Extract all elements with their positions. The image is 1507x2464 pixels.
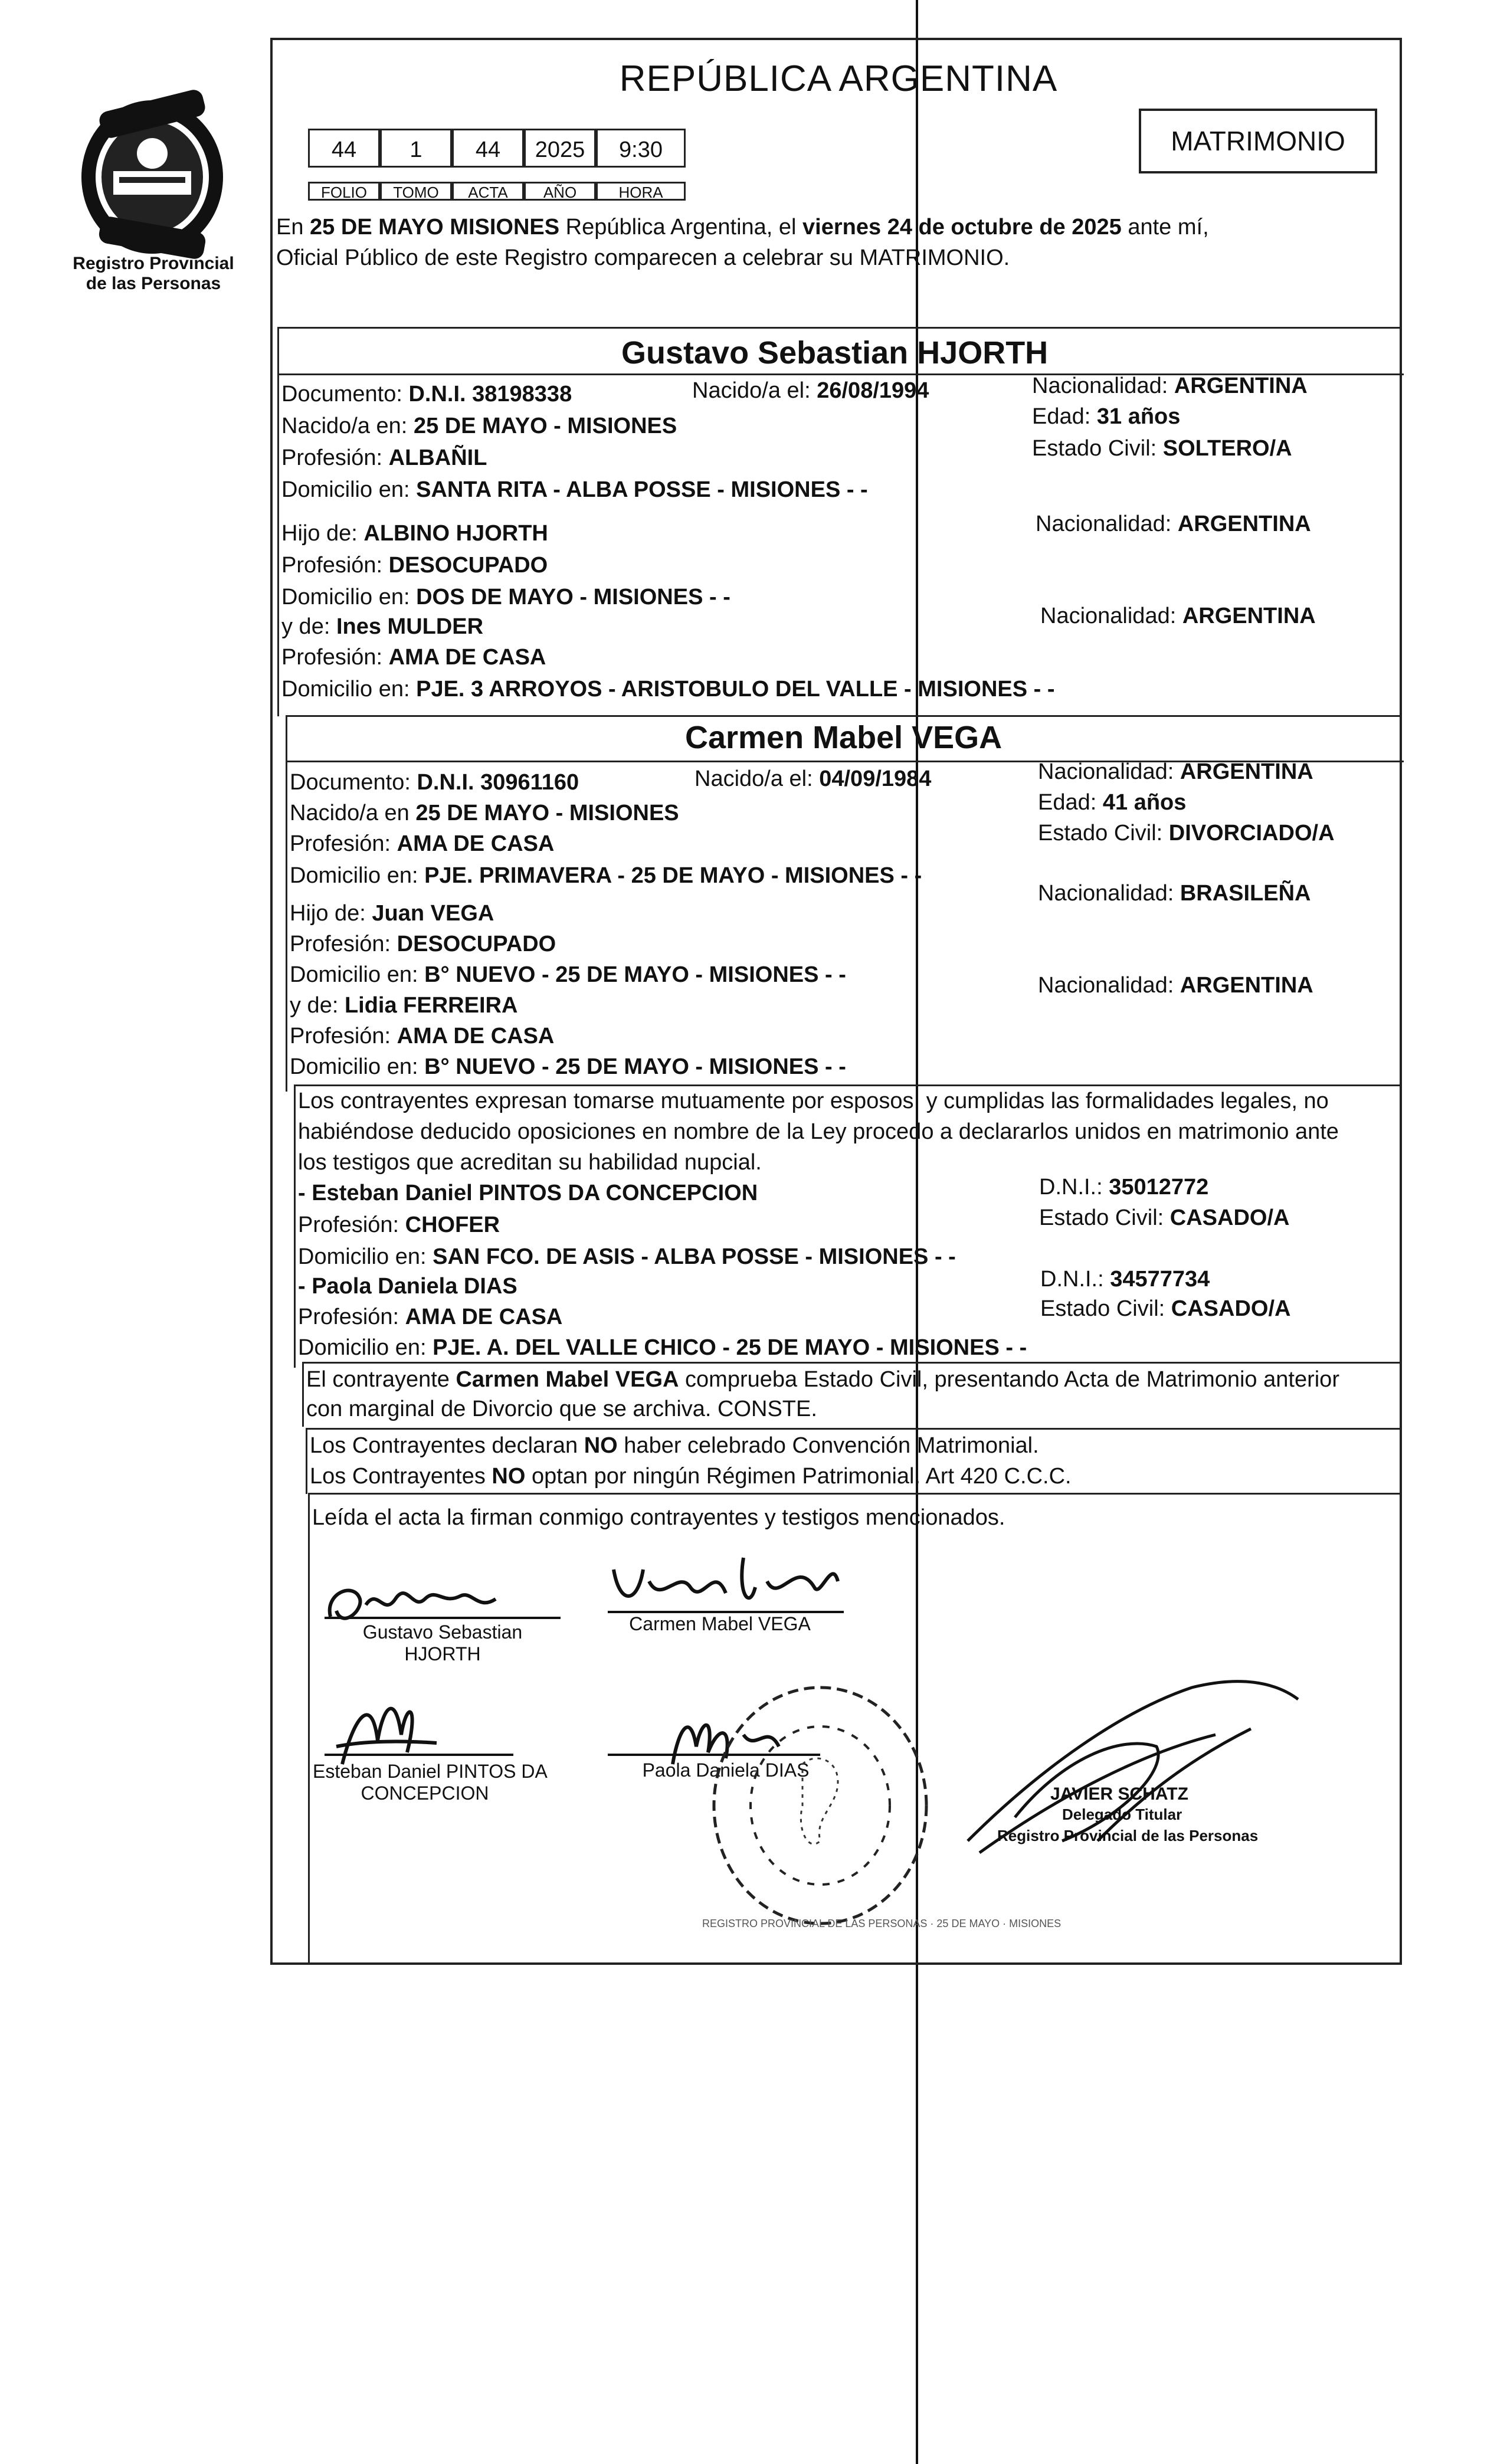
bride-father-address: B° NUEVO - 25 DE MAYO - MISIONES - - bbox=[424, 962, 846, 987]
label: y de: bbox=[290, 993, 339, 1018]
record-labels bbox=[308, 182, 686, 201]
intro-date: viernes 24 de octubre de 2025 bbox=[802, 215, 1122, 240]
label: Nacido/a el: bbox=[692, 378, 811, 403]
label: Profesión: bbox=[281, 645, 383, 670]
label: Estado Civil: bbox=[1039, 1205, 1164, 1230]
bride-nationality: ARGENTINA bbox=[1180, 759, 1313, 784]
witness2-civil-status: CASADO/A bbox=[1171, 1296, 1291, 1321]
groom-father bbox=[281, 521, 548, 546]
hour-label: HORA bbox=[596, 182, 686, 201]
groom-age-value: 31 años bbox=[1096, 404, 1181, 429]
label: Domicilio en: bbox=[290, 962, 418, 987]
declaration-line3: los testigos que acreditan su habilidad nupcial. bbox=[298, 1150, 762, 1175]
officer-title: Delegado Titular bbox=[1062, 1806, 1182, 1823]
groom-dni: D.N.I. 38198338 bbox=[408, 382, 572, 407]
provincial-seal-icon bbox=[64, 89, 241, 266]
witness1-dni-value: 35012772 bbox=[1109, 1175, 1209, 1200]
label: Estado Civil: bbox=[1040, 1296, 1165, 1321]
groom-civil-status: SOLTERO/A bbox=[1162, 436, 1292, 461]
bride-birthdate: 04/09/1984 bbox=[819, 766, 932, 791]
declaration-section bbox=[294, 1084, 1402, 1368]
intro-place: 25 DE MAYO MISIONES bbox=[310, 215, 560, 240]
label: Profesión: bbox=[298, 1305, 399, 1329]
witness1-name: - Esteban Daniel PINTOS DA CONCEPCION bbox=[298, 1181, 758, 1205]
label: Profesión: bbox=[290, 1024, 391, 1048]
bride-name: Carmen Mabel VEGA bbox=[685, 720, 1003, 755]
label: y de: bbox=[281, 614, 330, 639]
divorce-line2: con marginal de Divorcio que se archiva. CONSTE. bbox=[306, 1397, 817, 1421]
intro-line1 bbox=[276, 215, 1209, 240]
groom-prof bbox=[281, 445, 487, 471]
witness2-name: - Paola Daniela DIAS bbox=[298, 1274, 517, 1299]
registry-stamp-text: REGISTRO PROVINCIAL DE LAS PERSONAS · 25 DE MAYO · MISIONES bbox=[702, 1918, 1062, 1929]
label: Domicilio en: bbox=[281, 585, 410, 610]
conv-text-a: Los Contrayentes declaran bbox=[310, 1433, 578, 1458]
groom-doc bbox=[281, 382, 572, 407]
label: Nacido/a el: bbox=[694, 766, 813, 791]
witness2-prof bbox=[298, 1305, 562, 1330]
hour-value: 9:30 bbox=[596, 129, 686, 168]
label: Domicilio en: bbox=[290, 1054, 418, 1079]
conv-no: NO bbox=[584, 1433, 618, 1458]
acta-value: 44 bbox=[452, 129, 524, 168]
groom-name: Gustavo Sebastian HJORTH bbox=[621, 335, 1049, 371]
groom-father-name: ALBINO HJORTH bbox=[363, 521, 548, 546]
year-value: 2025 bbox=[524, 129, 596, 168]
bride-signature-icon bbox=[602, 1546, 850, 1623]
bride-born bbox=[694, 766, 931, 792]
bride-mother-profession: AMA DE CASA bbox=[397, 1024, 555, 1048]
bride-dni: D.N.I. 30961160 bbox=[417, 770, 579, 795]
bride-dom bbox=[290, 863, 922, 889]
witness1-prof bbox=[298, 1213, 500, 1238]
label: Domicilio en: bbox=[298, 1335, 427, 1360]
bride-father-nationality: BRASILEÑA bbox=[1180, 881, 1311, 906]
groom-signature-label bbox=[354, 1621, 531, 1665]
convention-line bbox=[310, 1433, 1039, 1459]
label: Documento: bbox=[281, 382, 402, 407]
divorce-text-b: comprueba Estado Civil, presentando Acta de Matrimonio anterior bbox=[685, 1367, 1339, 1392]
groom-mother bbox=[281, 614, 483, 640]
divorce-text-a: El contrayente bbox=[306, 1367, 450, 1392]
groom-civil bbox=[1032, 436, 1292, 461]
bride-mother bbox=[290, 993, 517, 1018]
witness2-dni bbox=[1040, 1267, 1210, 1292]
bride-civil-status: DIVORCIADO/A bbox=[1168, 821, 1335, 846]
label: Nacionalidad: bbox=[1036, 512, 1172, 536]
country-title: REPÚBLICA ARGENTINA bbox=[619, 58, 1058, 99]
groom-born bbox=[692, 378, 929, 404]
label: Nacido/a en bbox=[290, 801, 409, 825]
bride-place bbox=[290, 801, 679, 826]
folio-label: FOLIO bbox=[308, 182, 380, 201]
bride-father-name: Juan VEGA bbox=[372, 901, 494, 926]
groom-mother-nat bbox=[1040, 604, 1316, 629]
label: Documento: bbox=[290, 770, 411, 795]
label: Nacionalidad: bbox=[1032, 373, 1168, 398]
label: Profesión: bbox=[290, 932, 391, 956]
label: Nacionalidad: bbox=[1038, 881, 1174, 906]
closing-statement: Leída el acta la firman conmigo contrayentes y testigos mencionados. bbox=[312, 1505, 1005, 1530]
witness1-civil-status: CASADO/A bbox=[1169, 1205, 1290, 1230]
act-type-box: MATRIMONIO bbox=[1139, 109, 1377, 173]
groom-dom bbox=[281, 477, 868, 503]
witness1-signature-label bbox=[313, 1761, 548, 1804]
divorce-note bbox=[302, 1362, 1402, 1427]
bride-father-nat bbox=[1038, 881, 1311, 906]
label: Nacionalidad: bbox=[1038, 759, 1174, 784]
officer-name: JAVIER SCHATZ bbox=[1050, 1784, 1188, 1804]
label: D.N.I.: bbox=[1039, 1175, 1103, 1200]
registry-stamp-icon bbox=[696, 1676, 1062, 1935]
label: Edad: bbox=[1038, 790, 1097, 815]
reg-text-b: optan por ningún Régimen Patrimonial. Art 420 C.C.C. bbox=[531, 1464, 1072, 1489]
reg-no: NO bbox=[492, 1464, 526, 1489]
groom-age bbox=[1032, 404, 1180, 430]
groom-mother-prof bbox=[281, 645, 546, 670]
label: Domicilio en: bbox=[281, 677, 410, 702]
witness1-dom bbox=[298, 1244, 956, 1270]
bride-father-dom bbox=[290, 962, 846, 988]
label: Nacido/a en: bbox=[281, 414, 408, 438]
label: Estado Civil: bbox=[1038, 821, 1163, 846]
declaration-line2: habiéndose deducido oposiciones en nombre de la Ley procedo a declararlos unidos en matrimonio ante bbox=[298, 1119, 1339, 1144]
intro-text-b: República Argentina, el bbox=[565, 215, 797, 240]
witness2-civil bbox=[1040, 1296, 1290, 1322]
label: Domicilio en: bbox=[290, 863, 418, 888]
bride-mother-dom bbox=[290, 1054, 846, 1080]
bride-mother-nat bbox=[1038, 973, 1313, 998]
groom-signature-line2: HJORTH bbox=[404, 1643, 481, 1664]
divorce-name: Carmen Mabel VEGA bbox=[456, 1367, 679, 1392]
groom-father-nat bbox=[1036, 512, 1311, 537]
registry-logo bbox=[64, 89, 241, 266]
declaration-line1: Los contrayentes expresan tomarse mutuamente por esposos, y cumplidas las formalidades legales, no bbox=[298, 1089, 1329, 1113]
label: Profesión: bbox=[281, 445, 383, 470]
conv-text-b: haber celebrado Convención Matrimonial. bbox=[624, 1433, 1039, 1458]
groom-mother-name: Ines MULDER bbox=[336, 614, 484, 639]
bride-father-prof bbox=[290, 932, 556, 957]
groom-mother-dom bbox=[281, 677, 1055, 702]
witness1-signature-line2: CONCEPCION bbox=[361, 1783, 489, 1804]
label: Profesión: bbox=[290, 831, 391, 856]
label: Hijo de: bbox=[290, 901, 366, 926]
groom-section bbox=[277, 327, 1402, 716]
groom-profession: ALBAÑIL bbox=[388, 445, 487, 470]
regime-line bbox=[310, 1464, 1072, 1489]
divorce-line1 bbox=[306, 1367, 1339, 1392]
groom-address: SANTA RITA - ALBA POSSE - MISIONES - - bbox=[416, 477, 868, 502]
label: Hijo de: bbox=[281, 521, 358, 546]
label: Estado Civil: bbox=[1032, 436, 1157, 461]
bride-age-value: 41 años bbox=[1102, 790, 1187, 815]
bride-nat bbox=[1038, 759, 1313, 785]
groom-birthplace: 25 DE MAYO - MISIONES bbox=[413, 414, 677, 438]
groom-birthdate: 26/08/1994 bbox=[817, 378, 929, 403]
groom-mother-nationality: ARGENTINA bbox=[1182, 604, 1316, 628]
groom-nat bbox=[1032, 373, 1308, 399]
witness1-signature-line1: Esteban Daniel PINTOS DA bbox=[313, 1761, 548, 1782]
registry-name-line1: Registro Provincial bbox=[73, 254, 234, 273]
witness1-address: SAN FCO. DE ASIS - ALBA POSSE - MISIONES - - bbox=[433, 1244, 956, 1269]
intro-line2: Oficial Público de este Registro comparecen a celebrar su MATRIMONIO. bbox=[276, 245, 1010, 270]
bride-birthplace: 25 DE MAYO - MISIONES bbox=[415, 801, 679, 825]
bride-mother-prof bbox=[290, 1024, 554, 1049]
label: Edad: bbox=[1032, 404, 1091, 429]
year-label: AÑO bbox=[524, 182, 596, 201]
intro-text-a: En bbox=[276, 215, 304, 240]
witness2-dom bbox=[298, 1335, 1027, 1361]
groom-father-dom bbox=[281, 585, 730, 610]
bride-profession: AMA DE CASA bbox=[397, 831, 555, 856]
witness2-signature-label: Paola Daniela DIAS bbox=[642, 1759, 810, 1781]
witness2-profession: AMA DE CASA bbox=[405, 1305, 563, 1329]
groom-signature-line1: Gustavo Sebastian bbox=[362, 1621, 523, 1643]
witness1-profession: CHOFER bbox=[405, 1213, 500, 1237]
groom-place bbox=[281, 414, 677, 439]
convention-note bbox=[306, 1428, 1402, 1494]
groom-father-profession: DESOCUPADO bbox=[388, 553, 548, 578]
groom-father-nationality: ARGENTINA bbox=[1177, 512, 1311, 536]
witness1-dni bbox=[1039, 1175, 1208, 1200]
bride-father-profession: DESOCUPADO bbox=[397, 932, 556, 956]
groom-father-prof bbox=[281, 553, 548, 578]
witness2-address: PJE. A. DEL VALLE CHICO - 25 DE MAYO - MISIONES - - bbox=[433, 1335, 1027, 1360]
record-values bbox=[308, 129, 686, 168]
registry-name bbox=[47, 254, 260, 294]
bride-doc bbox=[290, 770, 579, 795]
bride-address: PJE. PRIMAVERA - 25 DE MAYO - MISIONES - - bbox=[424, 863, 922, 888]
witness2-dni-value: 34577734 bbox=[1110, 1267, 1210, 1292]
groom-mother-address: PJE. 3 ARROYOS - ARISTOBULO DEL VALLE - MISIONES - - bbox=[416, 677, 1055, 702]
folio-value: 44 bbox=[308, 129, 380, 168]
bride-age bbox=[1038, 790, 1186, 815]
bride-mother-nationality: ARGENTINA bbox=[1180, 973, 1313, 998]
bride-prof bbox=[290, 831, 554, 857]
bride-section bbox=[286, 715, 1402, 1092]
bride-mother-address: B° NUEVO - 25 DE MAYO - MISIONES - - bbox=[424, 1054, 846, 1079]
tomo-value: 1 bbox=[380, 129, 452, 168]
tomo-label: TOMO bbox=[380, 182, 452, 201]
officer-office: Registro Provincial de las Personas bbox=[997, 1827, 1259, 1844]
bride-mother-name: Lidia FERREIRA bbox=[344, 993, 518, 1018]
registry-name-line2: de las Personas bbox=[86, 274, 221, 293]
witness1-civil bbox=[1039, 1205, 1289, 1231]
groom-father-address: DOS DE MAYO - MISIONES - - bbox=[416, 585, 730, 610]
groom-nationality: ARGENTINA bbox=[1174, 373, 1308, 398]
label: Domicilio en: bbox=[281, 477, 410, 502]
intro-text-c: ante mí, bbox=[1128, 215, 1209, 240]
label: Domicilio en: bbox=[298, 1244, 427, 1269]
label: Nacionalidad: bbox=[1038, 973, 1174, 998]
groom-mother-profession: AMA DE CASA bbox=[388, 645, 546, 670]
label: Profesión: bbox=[281, 553, 383, 578]
label: Nacionalidad: bbox=[1040, 604, 1177, 628]
reg-text-a: Los Contrayentes bbox=[310, 1464, 486, 1489]
label: D.N.I.: bbox=[1040, 1267, 1104, 1292]
label: Profesión: bbox=[298, 1213, 399, 1237]
bride-father bbox=[290, 901, 494, 926]
bride-civil bbox=[1038, 821, 1335, 846]
acta-label: ACTA bbox=[452, 182, 524, 201]
bride-signature-label: Carmen Mabel VEGA bbox=[629, 1613, 811, 1634]
